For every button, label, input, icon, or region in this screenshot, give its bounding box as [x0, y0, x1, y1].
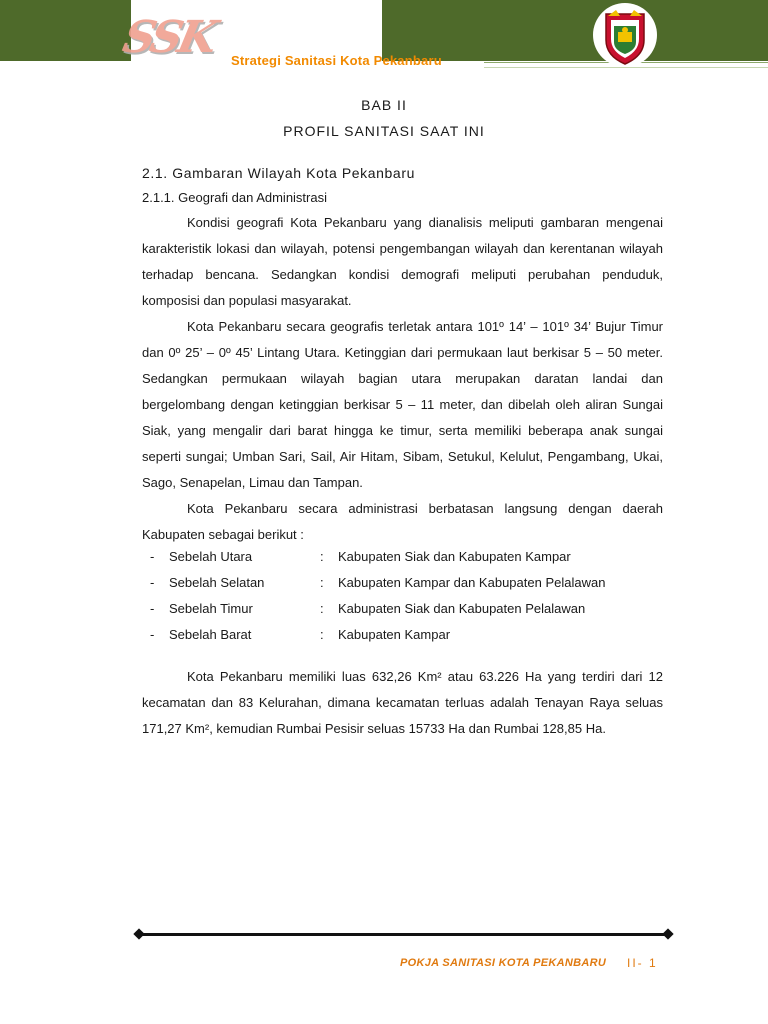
footer-organization: POKJA SANITASI KOTA PEKANBARU [400, 957, 607, 969]
border-region: Kabupaten Kampar dan Kabupaten Pelalawan [338, 575, 606, 590]
list-bullet: - [150, 601, 155, 616]
subsection-title: 2.1.1. Geografi dan Administrasi [142, 190, 327, 205]
separator-colon: : [320, 601, 324, 616]
border-direction: Sebelah Selatan [169, 575, 265, 590]
footer-rule [139, 933, 669, 936]
paragraph-area-statistics: Kota Pekanbaru memiliki luas 632,26 Km² atau 63.226 Ha yang terdiri dari 12 kecamatan dan 83 Kelurahan, dimana kecamatan terluas adalah Tenayan Raya seluas 171,27 Km², kemudian Rumbai Pesisir seluas 15733 Ha dan Rumbai 128,85 Ha. [142, 669, 663, 736]
separator-colon: : [320, 549, 324, 564]
section-title: 2.1. Gambaran Wilayah Kota Pekanbaru [142, 165, 415, 181]
border-region: Kabupaten Siak dan Kabupaten Pelalawan [338, 601, 586, 616]
paragraph-geographic-location: Kota Pekanbaru secara geografis terletak antara 101º 14’ – 101º 34’ Bujur Timur dan 0º 25’ – 0º 45’ Lintang Utara. Ketinggian dari permukaan laut berkisar 5 – 50 meter. Sedangkan permukaan wilayah bagian utara merupakan daratan landai dan bergelombang dengan ketinggian berkisar 5 – 11 meter, dan dibelah oleh aliran Sungai Siak, yang mengalir dari barat hingga ke timur, serta memiliki beberapa anak sungai seperti sungai; Umban Sari, Sail, Air Hitam, Sibam, Setukul, Kelulut, Pengambang, Ukai, Sago, Senapelan, Limau dan Tampan. [142, 319, 663, 490]
border-region: Kabupaten Kampar [338, 627, 451, 642]
border-direction: Sebelah Barat [169, 627, 252, 642]
separator-colon: : [320, 627, 324, 642]
city-emblem-icon [592, 2, 658, 68]
separator-colon: : [320, 575, 324, 590]
list-bullet: - [150, 575, 155, 590]
footer-diamond-left-icon [133, 928, 144, 939]
chapter-title: PROFIL SANITASI SAAT INI [283, 123, 485, 139]
border-region: Kabupaten Siak dan Kabupaten Kampar [338, 549, 571, 564]
ssk-logo: SSK [118, 12, 219, 63]
chapter-label: BAB II [361, 97, 407, 113]
paragraph-geography-intro: Kondisi geografi Kota Pekanbaru yang dianalisis meliputi gambaran mengenai karakteristik lokasi dan wilayah, potensi pengembangan wilayah dan kerentanan wilayah terhadap bencana. Sedangkan kondisi demografi meliputi perubahan penduduk, komposisi dan populasi masyarakat. [142, 215, 663, 308]
paragraph-administrative-borders: Kota Pekanbaru secara administrasi berbatasan langsung dengan daerah Kabupaten sebagai berikut : [142, 501, 663, 542]
page-number: II- 1 [627, 956, 658, 970]
document-series-title: Strategi Sanitasi Kota Pekanbaru [231, 53, 442, 68]
border-direction: Sebelah Timur [169, 601, 253, 616]
footer-diamond-right-icon [662, 928, 673, 939]
list-bullet: - [150, 549, 155, 564]
list-bullet: - [150, 627, 155, 642]
border-direction: Sebelah Utara [169, 549, 253, 564]
